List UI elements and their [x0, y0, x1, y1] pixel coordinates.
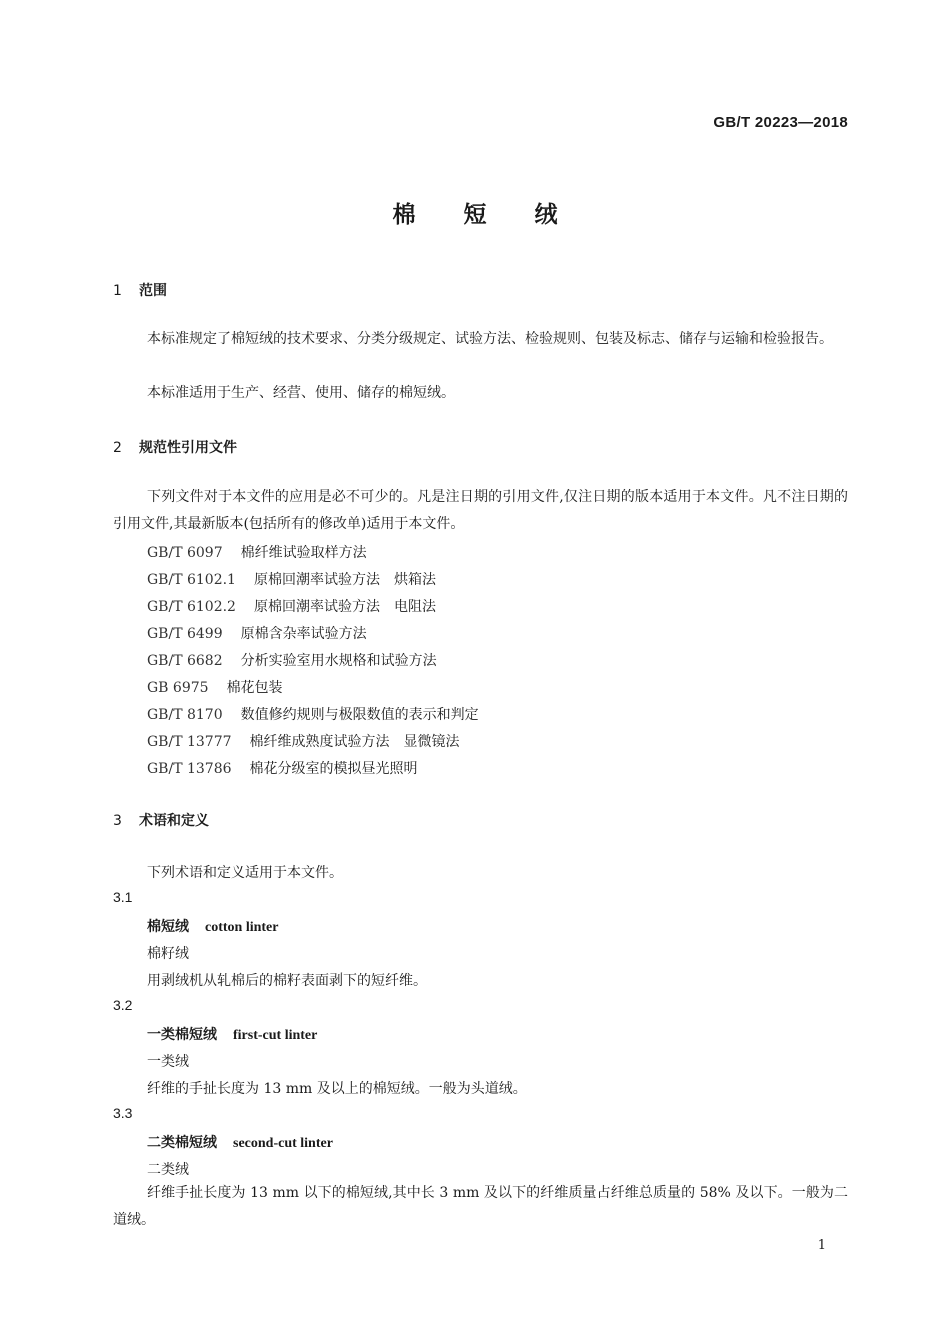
term-english: cotton linter — [205, 920, 279, 935]
term-number: 3.3 — [113, 1105, 133, 1121]
term-chinese: 二类棉短绒 — [147, 1135, 217, 1151]
reference-code: GB/T 6097 — [147, 545, 223, 561]
section-number: 3 — [113, 813, 122, 829]
term-alias: 棉籽绒 — [147, 946, 189, 962]
title-char: 绒 — [534, 202, 558, 228]
term-chinese: 棉短绒 — [147, 919, 189, 935]
term-alias: 二类绒 — [147, 1162, 189, 1178]
scope-paragraph: 本标准规定了棉短绒的技术要求、分类分级规定、试验方法、检验规则、包装及标志、储存与运输和检验报告。 — [147, 331, 833, 347]
title-char: 棉 — [392, 202, 416, 228]
reference-code: GB/T 6682 — [147, 653, 223, 669]
reference-name: 原棉含杂率试验方法 — [240, 626, 367, 642]
page-number: 1 — [817, 1238, 826, 1253]
term-chinese: 一类棉短绒 — [147, 1027, 217, 1043]
term-definition: 纤维的手扯长度为 13 mm 及以上的棉短绒。一般为头道绒。 — [147, 1081, 527, 1097]
reference-code: GB/T 8170 — [147, 707, 223, 723]
reference-item — [147, 596, 436, 616]
reference-name: 棉纤维试验取样方法 — [240, 545, 367, 561]
term-heading — [147, 1132, 333, 1152]
title-char: 短 — [463, 202, 487, 228]
section-number: 1 — [113, 283, 122, 299]
section-number: 2 — [113, 440, 122, 456]
reference-name: 棉纤维成熟度试验方法 显微镜法 — [249, 734, 460, 750]
term-number: 3.1 — [113, 889, 133, 905]
reference-code: GB/T 13786 — [147, 761, 232, 777]
reference-item — [147, 650, 437, 670]
references-intro: 下列文件对于本文件的应用是必不可少的。凡是注日期的引用文件,仅注日期的版本适用于本文件。凡不注日期的引用文件,其最新版本(包括所有的修改单)适用于本文件。 — [113, 489, 848, 532]
reference-item — [147, 758, 418, 778]
section-title: 术语和定义 — [139, 813, 209, 829]
reference-name: 棉花包装 — [226, 680, 283, 696]
reference-item — [147, 569, 436, 589]
section-title: 规范性引用文件 — [139, 440, 237, 456]
term-definition: 用剥绒机从轧棉后的棉籽表面剥下的短纤维。 — [147, 973, 427, 989]
reference-name: 分析实验室用水规格和试验方法 — [240, 653, 437, 669]
reference-item — [147, 542, 367, 562]
section-heading-scope — [113, 280, 167, 300]
reference-name: 棉花分级室的模拟昼光照明 — [249, 761, 418, 777]
reference-code: GB 6975 — [147, 680, 209, 696]
reference-item — [147, 677, 283, 697]
term-definition: 纤维手扯长度为 13 mm 以下的棉短绒,其中长 3 mm 及以下的纤维质量占纤维总质量的 58% 及以下。一般为二道绒。 — [113, 1185, 848, 1228]
term-heading — [147, 916, 278, 936]
reference-item — [147, 704, 479, 724]
reference-item — [147, 731, 460, 751]
scope-paragraph: 本标准适用于生产、经营、使用、储存的棉短绒。 — [147, 385, 455, 401]
reference-code: GB/T 6499 — [147, 626, 223, 642]
section-heading-terms-definitions — [113, 810, 209, 830]
reference-code: GB/T 6102.2 — [147, 599, 236, 615]
reference-name: 原棉回潮率试验方法 电阻法 — [253, 599, 436, 615]
term-alias: 一类绒 — [147, 1054, 189, 1070]
document-title — [0, 196, 950, 229]
section-heading-normative-references — [113, 437, 237, 457]
reference-name: 数值修约规则与极限数值的表示和判定 — [240, 707, 479, 723]
term-number: 3.2 — [113, 997, 133, 1013]
term-heading — [147, 1024, 317, 1044]
reference-name: 原棉回潮率试验方法 烘箱法 — [253, 572, 436, 588]
terms-intro: 下列术语和定义适用于本文件。 — [147, 865, 343, 881]
standard-code: GB/T 20223—2018 — [713, 114, 848, 131]
reference-code: GB/T 13777 — [147, 734, 232, 750]
reference-code: GB/T 6102.1 — [147, 572, 236, 588]
section-title: 范围 — [139, 283, 167, 299]
term-english: first-cut linter — [233, 1028, 318, 1043]
reference-item — [147, 623, 367, 643]
term-english: second-cut linter — [233, 1136, 333, 1151]
